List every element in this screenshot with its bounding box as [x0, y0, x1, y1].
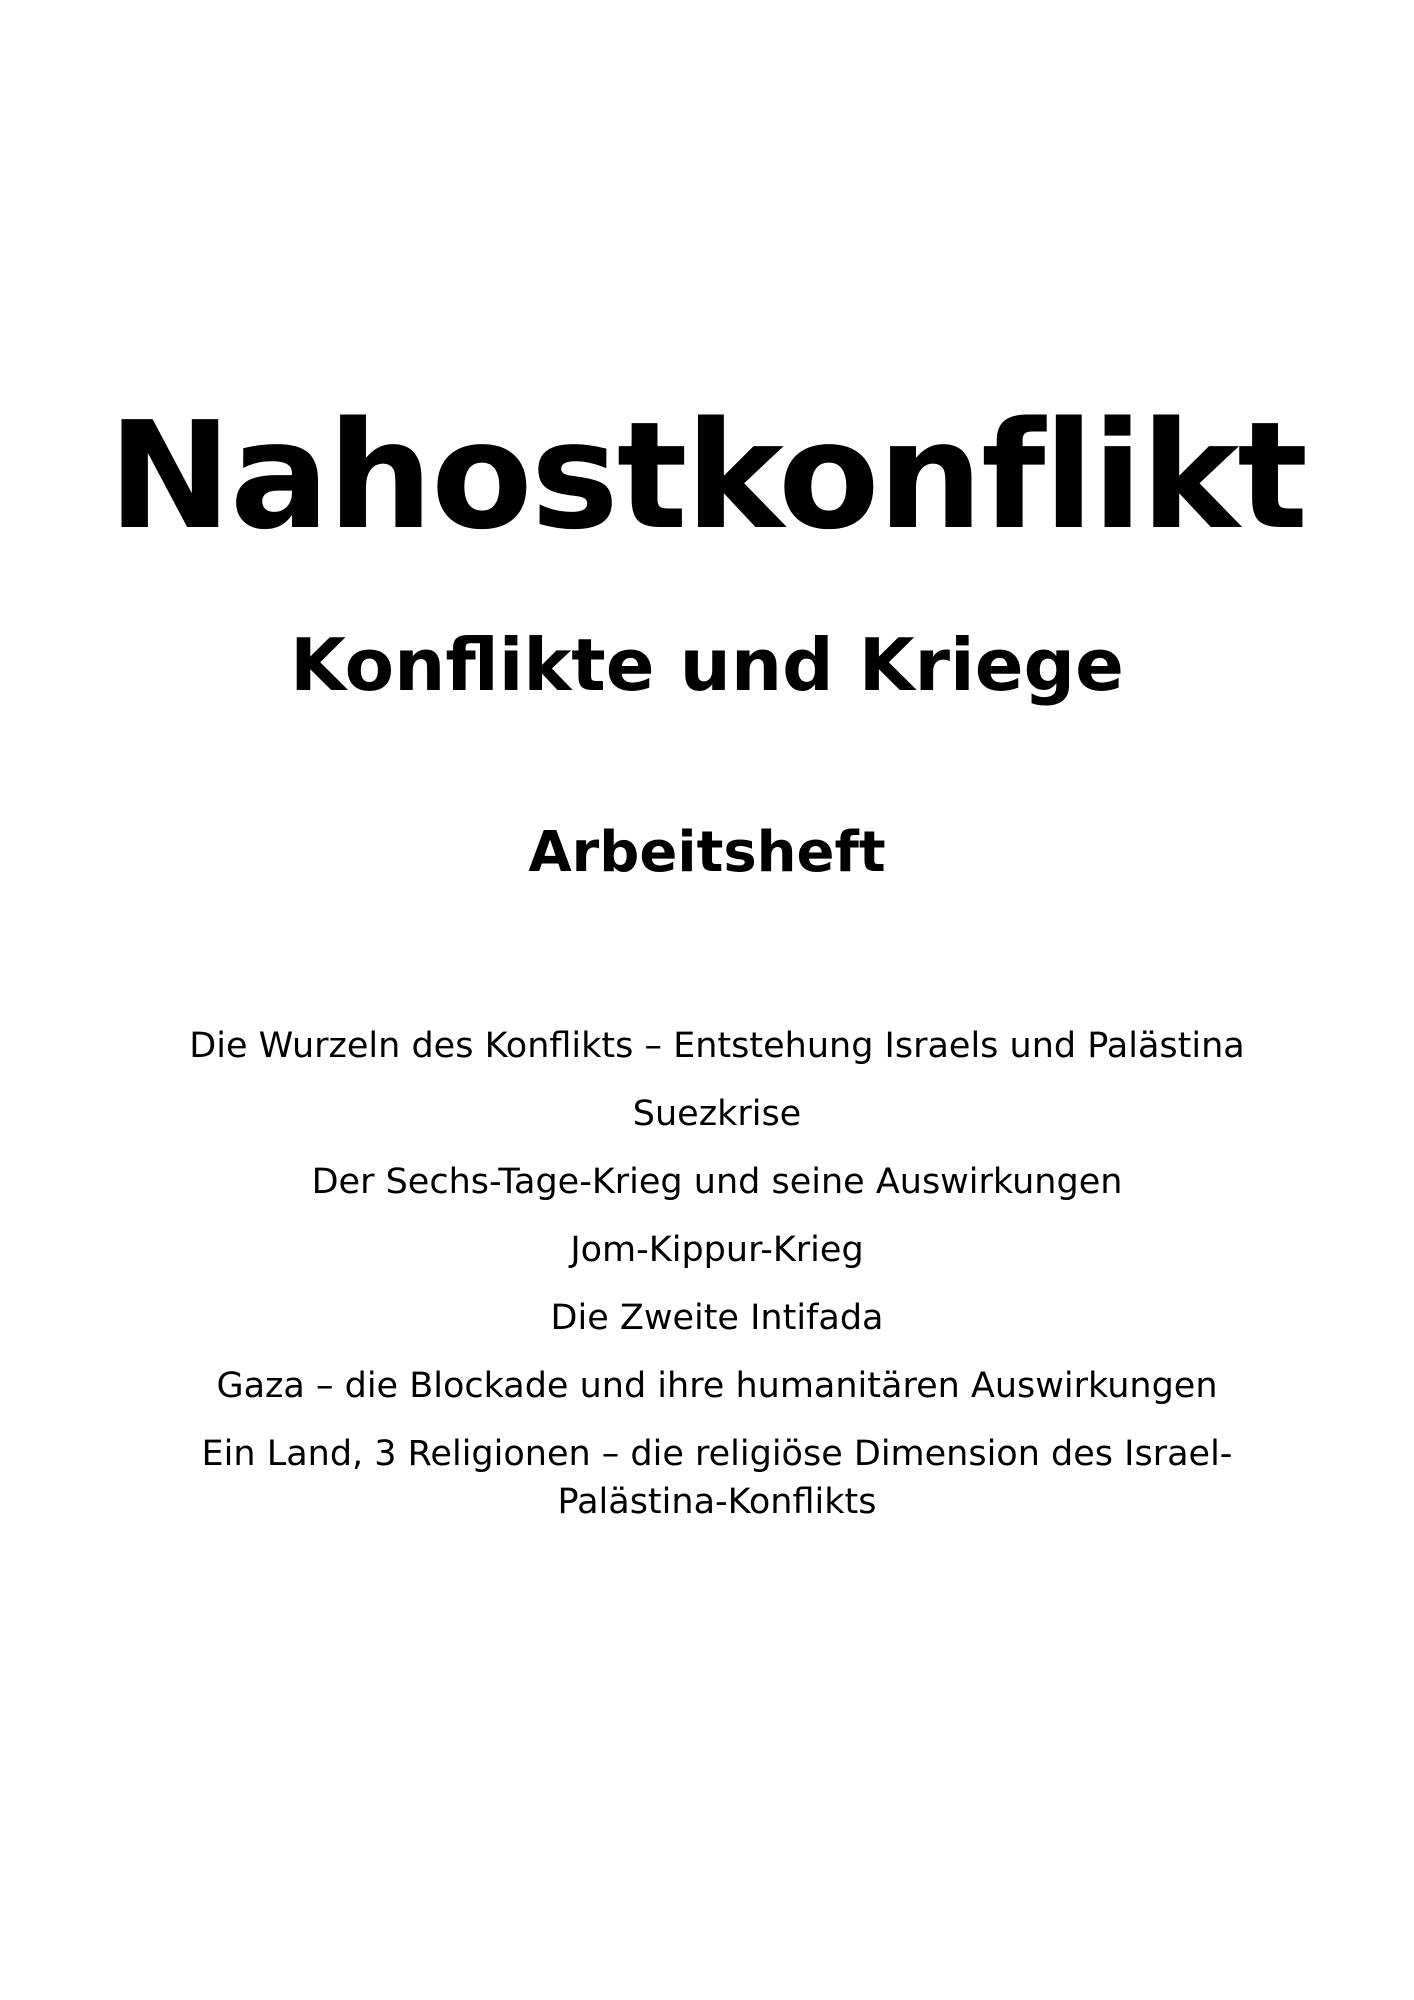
topic-item: Gaza – die Blockade und ihre humanitären Auswirkungen	[216, 1366, 1218, 1406]
topic-item: Suezkrise	[632, 1094, 802, 1134]
document-subtitle: Konflikte und Kriege	[290, 623, 1124, 707]
topic-item: Die Zweite Intifada	[550, 1298, 884, 1338]
booklet-label: Arbeitsheft	[528, 820, 886, 885]
topic-list	[187, 1022, 1247, 1546]
topic-item: Jom-Kippur-Krieg	[570, 1230, 864, 1270]
document-title: Nahostkonflikt	[107, 390, 1307, 562]
topic-item: Ein Land, 3 Religionen – die religiöse Dimension des Israel-Palästina-Konflikts	[201, 1434, 1233, 1522]
topic-item: Der Sechs-Tage-Krieg und seine Auswirkungen	[311, 1162, 1123, 1202]
topic-item: Die Wurzeln des Konflikts – Entstehung Israels und Palästina	[189, 1026, 1245, 1066]
